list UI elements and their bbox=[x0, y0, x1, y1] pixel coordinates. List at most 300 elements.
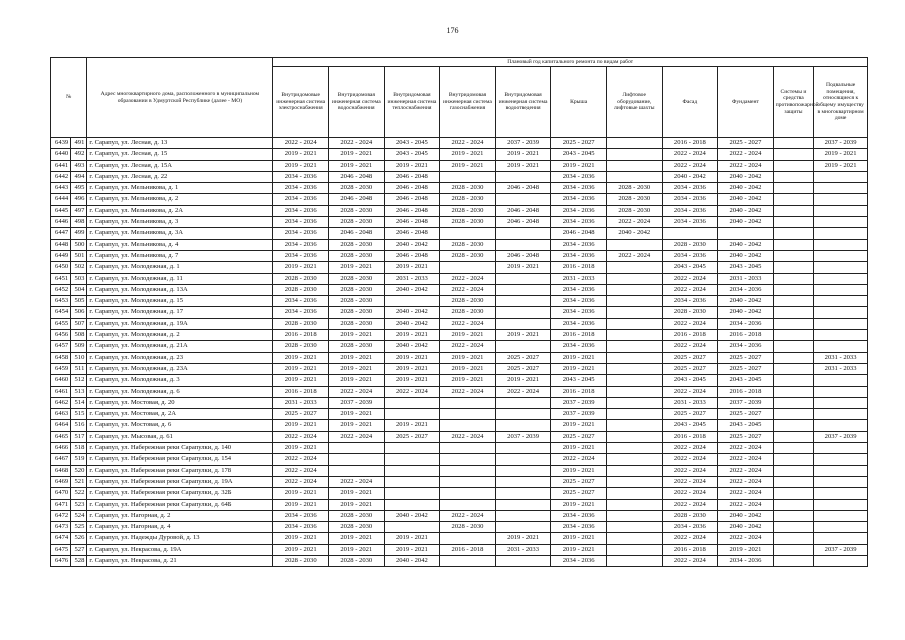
row-year-cell: 2022 - 2024 bbox=[440, 138, 496, 149]
row-year-cell: 2043 - 2045 bbox=[718, 262, 774, 273]
row-year-cell: 2019 - 2021 bbox=[384, 352, 440, 363]
row-year-cell bbox=[773, 273, 813, 284]
row-year-cell: 2028 - 2030 bbox=[329, 307, 385, 318]
row-year-cell: 2040 - 2042 bbox=[718, 183, 774, 194]
row-year-cell bbox=[495, 171, 551, 182]
row-year-cell: 2043 - 2045 bbox=[551, 375, 607, 386]
row-year-cell: 2019 - 2021 bbox=[329, 375, 385, 386]
row-year-cell bbox=[773, 555, 813, 566]
row-year-cell: 2022 - 2024 bbox=[662, 465, 718, 476]
row-year-cell bbox=[606, 262, 662, 273]
row-local-number: 503 bbox=[71, 273, 87, 284]
row-local-number: 492 bbox=[71, 149, 87, 160]
row-year-cell: 2022 - 2024 bbox=[718, 454, 774, 465]
row-year-cell: 2028 - 2030 bbox=[606, 205, 662, 216]
row-year-cell bbox=[606, 149, 662, 160]
row-year-cell bbox=[814, 171, 868, 182]
row-year-cell: 2028 - 2030 bbox=[329, 205, 385, 216]
row-year-cell: 2022 - 2024 bbox=[662, 386, 718, 397]
row-year-cell bbox=[384, 522, 440, 533]
row-year-cell bbox=[773, 250, 813, 261]
table-row bbox=[51, 363, 868, 374]
row-year-cell: 2022 - 2024 bbox=[718, 443, 774, 454]
row-global-number: 6475 bbox=[51, 544, 71, 555]
row-global-number: 6465 bbox=[51, 431, 71, 442]
table-row bbox=[51, 443, 868, 454]
row-year-cell: 2043 - 2045 bbox=[718, 420, 774, 431]
row-year-cell: 2040 - 2042 bbox=[384, 284, 440, 295]
row-year-cell: 2019 - 2021 bbox=[329, 262, 385, 273]
row-year-cell bbox=[662, 228, 718, 239]
row-year-cell bbox=[384, 454, 440, 465]
row-global-number: 6453 bbox=[51, 296, 71, 307]
capital-repair-table bbox=[50, 57, 868, 567]
row-local-number: 514 bbox=[71, 397, 87, 408]
row-local-number: 497 bbox=[71, 205, 87, 216]
row-year-cell bbox=[495, 465, 551, 476]
row-year-cell bbox=[495, 273, 551, 284]
row-year-cell: 2019 - 2021 bbox=[329, 330, 385, 341]
row-year-cell: 2019 - 2021 bbox=[273, 488, 329, 499]
row-year-cell: 2022 - 2024 bbox=[329, 476, 385, 487]
row-local-number: 491 bbox=[71, 138, 87, 149]
row-year-cell: 2022 - 2024 bbox=[662, 499, 718, 510]
row-year-cell: 2031 - 2033 bbox=[273, 397, 329, 408]
row-year-cell: 2037 - 2039 bbox=[329, 397, 385, 408]
table-row bbox=[51, 476, 868, 487]
row-local-number: 502 bbox=[71, 262, 87, 273]
row-year-cell: 2019 - 2021 bbox=[384, 262, 440, 273]
row-year-cell bbox=[495, 307, 551, 318]
row-year-cell bbox=[495, 239, 551, 250]
row-year-cell bbox=[773, 499, 813, 510]
row-year-cell: 2019 - 2021 bbox=[384, 160, 440, 171]
row-global-number: 6460 bbox=[51, 375, 71, 386]
row-year-cell: 2019 - 2021 bbox=[384, 375, 440, 386]
row-year-cell: 2037 - 2039 bbox=[718, 397, 774, 408]
row-year-cell bbox=[606, 420, 662, 431]
row-year-cell bbox=[606, 522, 662, 533]
row-address: г. Сарапул, ул. Мельникова, д. 4 bbox=[87, 239, 273, 250]
row-year-cell: 2040 - 2042 bbox=[718, 171, 774, 182]
row-year-cell: 2016 - 2018 bbox=[551, 386, 607, 397]
row-local-number: 508 bbox=[71, 330, 87, 341]
row-global-number: 6454 bbox=[51, 307, 71, 318]
row-year-cell bbox=[606, 171, 662, 182]
row-year-cell: 2022 - 2024 bbox=[662, 488, 718, 499]
row-address: г. Сарапул, ул. Молодежная, д. 6 bbox=[87, 386, 273, 397]
row-year-cell: 2022 - 2024 bbox=[440, 273, 496, 284]
row-year-cell: 2037 - 2039 bbox=[814, 431, 868, 442]
row-year-cell bbox=[814, 476, 868, 487]
row-year-cell: 2034 - 2036 bbox=[273, 171, 329, 182]
row-global-number: 6466 bbox=[51, 443, 71, 454]
row-year-cell bbox=[440, 262, 496, 273]
row-address: г. Сарапул, ул. Мельникова, д. 1 bbox=[87, 183, 273, 194]
row-local-number: 498 bbox=[71, 217, 87, 228]
row-global-number: 6448 bbox=[51, 239, 71, 250]
row-year-cell bbox=[440, 454, 496, 465]
row-year-cell: 2034 - 2036 bbox=[551, 250, 607, 261]
row-year-cell bbox=[773, 352, 813, 363]
row-address: г. Сарапул, ул. Мостовая, д. 2А bbox=[87, 409, 273, 420]
row-year-cell: 2022 - 2024 bbox=[718, 465, 774, 476]
row-year-cell bbox=[814, 183, 868, 194]
row-year-cell bbox=[773, 533, 813, 544]
row-year-cell: 2016 - 2018 bbox=[551, 262, 607, 273]
row-year-cell: 2022 - 2024 bbox=[273, 465, 329, 476]
row-year-cell: 2025 - 2027 bbox=[662, 363, 718, 374]
row-address: г. Сарапул, ул. Молодежная, д. 19А bbox=[87, 318, 273, 329]
row-year-cell bbox=[440, 171, 496, 182]
table-row bbox=[51, 194, 868, 205]
row-year-cell: 2034 - 2036 bbox=[662, 183, 718, 194]
row-local-number: 513 bbox=[71, 386, 87, 397]
row-year-cell bbox=[814, 205, 868, 216]
row-year-cell: 2019 - 2021 bbox=[384, 330, 440, 341]
row-local-number: 493 bbox=[71, 160, 87, 171]
row-year-cell bbox=[814, 555, 868, 566]
column-header: Внутридомовая инженерная система газоснабжения bbox=[440, 67, 496, 138]
row-year-cell: 2025 - 2027 bbox=[551, 476, 607, 487]
row-year-cell: 2028 - 2030 bbox=[329, 217, 385, 228]
row-year-cell: 2028 - 2030 bbox=[606, 183, 662, 194]
row-year-cell: 2019 - 2021 bbox=[551, 420, 607, 431]
row-year-cell bbox=[495, 443, 551, 454]
row-year-cell: 2034 - 2036 bbox=[273, 205, 329, 216]
table-row bbox=[51, 307, 868, 318]
row-year-cell bbox=[440, 499, 496, 510]
row-year-cell: 2016 - 2018 bbox=[273, 386, 329, 397]
row-year-cell bbox=[606, 341, 662, 352]
row-year-cell bbox=[606, 510, 662, 521]
row-year-cell: 2028 - 2030 bbox=[329, 296, 385, 307]
row-year-cell: 2031 - 2033 bbox=[814, 352, 868, 363]
row-year-cell: 2019 - 2021 bbox=[273, 352, 329, 363]
table-row bbox=[51, 431, 868, 442]
row-global-number: 6462 bbox=[51, 397, 71, 408]
row-year-cell: 2022 - 2024 bbox=[273, 476, 329, 487]
row-year-cell: 2037 - 2039 bbox=[551, 397, 607, 408]
row-year-cell: 2028 - 2030 bbox=[329, 318, 385, 329]
row-address: г. Сарапул, ул. Мельникова, д. 2 bbox=[87, 194, 273, 205]
row-year-cell: 2025 - 2027 bbox=[662, 352, 718, 363]
row-year-cell bbox=[773, 431, 813, 442]
row-year-cell: 2034 - 2036 bbox=[718, 341, 774, 352]
row-year-cell bbox=[606, 476, 662, 487]
row-year-cell bbox=[773, 386, 813, 397]
row-year-cell bbox=[606, 284, 662, 295]
row-year-cell bbox=[773, 194, 813, 205]
row-local-number: 507 bbox=[71, 318, 87, 329]
row-year-cell bbox=[773, 341, 813, 352]
row-year-cell: 2046 - 2048 bbox=[384, 205, 440, 216]
row-year-cell: 2019 - 2021 bbox=[551, 533, 607, 544]
row-local-number: 522 bbox=[71, 488, 87, 499]
row-year-cell: 2046 - 2048 bbox=[551, 228, 607, 239]
column-header: Фасад bbox=[662, 67, 718, 138]
row-year-cell bbox=[329, 454, 385, 465]
row-year-cell bbox=[440, 476, 496, 487]
row-year-cell: 2019 - 2021 bbox=[329, 409, 385, 420]
row-year-cell bbox=[773, 420, 813, 431]
table-row bbox=[51, 375, 868, 386]
row-year-cell: 2022 - 2024 bbox=[662, 149, 718, 160]
row-address: г. Сарапул, ул. Молодежная, д. 23 bbox=[87, 352, 273, 363]
table-row bbox=[51, 284, 868, 295]
row-global-number: 6455 bbox=[51, 318, 71, 329]
row-year-cell: 2040 - 2042 bbox=[718, 217, 774, 228]
row-global-number: 6471 bbox=[51, 499, 71, 510]
row-year-cell: 2019 - 2021 bbox=[273, 363, 329, 374]
row-year-cell: 2031 - 2033 bbox=[718, 273, 774, 284]
row-local-number: 524 bbox=[71, 510, 87, 521]
row-year-cell: 2034 - 2036 bbox=[273, 228, 329, 239]
row-year-cell bbox=[814, 499, 868, 510]
row-year-cell bbox=[606, 296, 662, 307]
row-year-cell bbox=[606, 488, 662, 499]
row-local-number: 506 bbox=[71, 307, 87, 318]
row-address: г. Сарапул, ул. Молодежная, д. 15 bbox=[87, 296, 273, 307]
row-year-cell: 2046 - 2048 bbox=[384, 228, 440, 239]
row-year-cell bbox=[718, 228, 774, 239]
row-year-cell: 2034 - 2036 bbox=[273, 239, 329, 250]
header-number: № bbox=[51, 58, 87, 138]
row-global-number: 6467 bbox=[51, 454, 71, 465]
row-year-cell: 2046 - 2048 bbox=[384, 250, 440, 261]
table-row bbox=[51, 183, 868, 194]
table-row bbox=[51, 138, 868, 149]
row-year-cell bbox=[814, 194, 868, 205]
row-local-number: 527 bbox=[71, 544, 87, 555]
row-year-cell: 2034 - 2036 bbox=[551, 239, 607, 250]
row-year-cell bbox=[495, 488, 551, 499]
table-row bbox=[51, 160, 868, 171]
row-year-cell: 2019 - 2021 bbox=[273, 544, 329, 555]
row-year-cell: 2034 - 2036 bbox=[273, 250, 329, 261]
row-year-cell bbox=[814, 488, 868, 499]
row-year-cell: 2040 - 2042 bbox=[718, 296, 774, 307]
row-address: г. Сарапул, ул. Молодежная, д. 11 bbox=[87, 273, 273, 284]
row-year-cell bbox=[814, 386, 868, 397]
row-year-cell: 2019 - 2021 bbox=[273, 420, 329, 431]
row-year-cell: 2034 - 2036 bbox=[273, 194, 329, 205]
row-year-cell: 2019 - 2021 bbox=[440, 375, 496, 386]
row-year-cell: 2019 - 2021 bbox=[495, 149, 551, 160]
row-address: г. Сарапул, ул. Нагорная, д. 2 bbox=[87, 510, 273, 521]
row-address: г. Сарапул, ул. Мельникова, д. 2А bbox=[87, 205, 273, 216]
row-year-cell: 2043 - 2045 bbox=[662, 262, 718, 273]
row-year-cell: 2025 - 2027 bbox=[718, 363, 774, 374]
row-year-cell: 2034 - 2036 bbox=[551, 296, 607, 307]
row-year-cell: 2019 - 2021 bbox=[273, 533, 329, 544]
row-year-cell bbox=[495, 555, 551, 566]
row-year-cell: 2040 - 2042 bbox=[718, 194, 774, 205]
row-year-cell: 2019 - 2021 bbox=[551, 544, 607, 555]
row-year-cell: 2037 - 2039 bbox=[551, 409, 607, 420]
row-year-cell: 2025 - 2027 bbox=[551, 431, 607, 442]
row-address: г. Сарапул, ул. Мельникова, д. 3А bbox=[87, 228, 273, 239]
table-row bbox=[51, 488, 868, 499]
row-year-cell bbox=[606, 443, 662, 454]
row-year-cell: 2019 - 2021 bbox=[551, 465, 607, 476]
row-year-cell bbox=[606, 307, 662, 318]
row-year-cell bbox=[495, 341, 551, 352]
row-year-cell bbox=[384, 488, 440, 499]
row-year-cell bbox=[814, 397, 868, 408]
row-year-cell: 2040 - 2042 bbox=[384, 510, 440, 521]
row-year-cell: 2016 - 2018 bbox=[662, 330, 718, 341]
row-global-number: 6449 bbox=[51, 250, 71, 261]
row-year-cell: 2022 - 2024 bbox=[440, 386, 496, 397]
row-address: г. Сарапул, ул. Нагорная, д. 4 bbox=[87, 522, 273, 533]
row-year-cell bbox=[773, 296, 813, 307]
row-year-cell bbox=[773, 476, 813, 487]
row-year-cell: 2019 - 2021 bbox=[440, 160, 496, 171]
row-year-cell: 2028 - 2030 bbox=[662, 307, 718, 318]
row-year-cell bbox=[606, 544, 662, 555]
table-row bbox=[51, 386, 868, 397]
row-year-cell bbox=[773, 397, 813, 408]
row-year-cell bbox=[495, 409, 551, 420]
row-year-cell bbox=[814, 273, 868, 284]
row-year-cell bbox=[773, 284, 813, 295]
row-year-cell: 2019 - 2021 bbox=[329, 499, 385, 510]
row-year-cell bbox=[814, 296, 868, 307]
row-year-cell: 2046 - 2048 bbox=[329, 171, 385, 182]
row-local-number: 505 bbox=[71, 296, 87, 307]
row-year-cell: 2019 - 2021 bbox=[273, 375, 329, 386]
row-year-cell bbox=[384, 296, 440, 307]
row-address: г. Сарапул, ул. Молодежная, д. 2 bbox=[87, 330, 273, 341]
column-header: Системы и средства противопожарной защиты bbox=[773, 67, 813, 138]
row-year-cell: 2034 - 2036 bbox=[273, 217, 329, 228]
row-local-number: 511 bbox=[71, 363, 87, 374]
row-year-cell bbox=[495, 420, 551, 431]
row-global-number: 6450 bbox=[51, 262, 71, 273]
row-global-number: 6452 bbox=[51, 284, 71, 295]
row-year-cell: 2028 - 2030 bbox=[329, 250, 385, 261]
row-year-cell: 2046 - 2048 bbox=[495, 217, 551, 228]
row-year-cell bbox=[606, 397, 662, 408]
row-year-cell: 2046 - 2048 bbox=[384, 183, 440, 194]
row-global-number: 6445 bbox=[51, 205, 71, 216]
row-year-cell: 2034 - 2036 bbox=[273, 510, 329, 521]
row-year-cell: 2022 - 2024 bbox=[662, 476, 718, 487]
table-row bbox=[51, 341, 868, 352]
row-year-cell: 2040 - 2042 bbox=[718, 510, 774, 521]
row-year-cell: 2022 - 2024 bbox=[718, 533, 774, 544]
row-year-cell: 2040 - 2042 bbox=[718, 250, 774, 261]
row-year-cell: 2022 - 2024 bbox=[440, 284, 496, 295]
row-address: г. Сарапул, ул. Некрасова, д. 19А bbox=[87, 544, 273, 555]
row-year-cell bbox=[606, 431, 662, 442]
row-year-cell: 2019 - 2021 bbox=[384, 533, 440, 544]
row-year-cell: 2034 - 2036 bbox=[551, 284, 607, 295]
row-year-cell: 2028 - 2030 bbox=[440, 239, 496, 250]
row-year-cell bbox=[495, 510, 551, 521]
column-header: Внутридомовая инженерная система водоотведения bbox=[495, 67, 551, 138]
row-address: г. Сарапул, ул. Мостовая, д. 20 bbox=[87, 397, 273, 408]
row-year-cell: 2019 - 2021 bbox=[273, 499, 329, 510]
row-year-cell: 2028 - 2030 bbox=[606, 194, 662, 205]
row-year-cell: 2028 - 2030 bbox=[440, 194, 496, 205]
row-year-cell: 2043 - 2045 bbox=[718, 375, 774, 386]
row-year-cell: 2019 - 2021 bbox=[384, 420, 440, 431]
row-year-cell: 2034 - 2036 bbox=[273, 183, 329, 194]
row-year-cell: 2046 - 2048 bbox=[495, 183, 551, 194]
row-year-cell: 2022 - 2024 bbox=[662, 273, 718, 284]
row-year-cell: 2019 - 2021 bbox=[384, 544, 440, 555]
row-year-cell bbox=[606, 138, 662, 149]
row-year-cell: 2037 - 2039 bbox=[495, 138, 551, 149]
row-global-number: 6444 bbox=[51, 194, 71, 205]
column-header: Фундамент bbox=[718, 67, 774, 138]
row-year-cell bbox=[606, 273, 662, 284]
row-year-cell: 2016 - 2018 bbox=[718, 386, 774, 397]
row-year-cell bbox=[384, 476, 440, 487]
row-year-cell: 2046 - 2048 bbox=[384, 171, 440, 182]
row-year-cell: 2031 - 2033 bbox=[814, 363, 868, 374]
row-year-cell: 2025 - 2027 bbox=[718, 431, 774, 442]
page-number: 176 bbox=[446, 26, 459, 35]
row-year-cell: 2034 - 2036 bbox=[718, 284, 774, 295]
row-global-number: 6472 bbox=[51, 510, 71, 521]
row-global-number: 6476 bbox=[51, 555, 71, 566]
row-year-cell: 2022 - 2024 bbox=[384, 386, 440, 397]
row-year-cell: 2043 - 2045 bbox=[662, 420, 718, 431]
row-address: г. Сарапул, ул. Набережная реки Сарапулки, д. 140 bbox=[87, 443, 273, 454]
row-year-cell: 2034 - 2036 bbox=[551, 318, 607, 329]
row-year-cell: 2034 - 2036 bbox=[662, 194, 718, 205]
row-year-cell bbox=[495, 522, 551, 533]
row-address: г. Сарапул, ул. Лесная, д. 15 bbox=[87, 149, 273, 160]
row-year-cell: 2043 - 2045 bbox=[662, 375, 718, 386]
row-year-cell bbox=[814, 409, 868, 420]
row-year-cell: 2025 - 2027 bbox=[551, 488, 607, 499]
row-year-cell: 2040 - 2042 bbox=[384, 555, 440, 566]
row-local-number: 528 bbox=[71, 555, 87, 566]
row-year-cell bbox=[814, 375, 868, 386]
row-address: г. Сарапул, ул. Набережная реки Сарапулки, д. 19А bbox=[87, 476, 273, 487]
row-year-cell: 2019 - 2021 bbox=[551, 499, 607, 510]
row-year-cell: 2019 - 2021 bbox=[329, 420, 385, 431]
row-year-cell bbox=[495, 228, 551, 239]
row-global-number: 6457 bbox=[51, 341, 71, 352]
row-global-number: 6456 bbox=[51, 330, 71, 341]
row-year-cell bbox=[773, 262, 813, 273]
table-row bbox=[51, 228, 868, 239]
row-year-cell: 2028 - 2030 bbox=[329, 522, 385, 533]
row-global-number: 6451 bbox=[51, 273, 71, 284]
table-row bbox=[51, 454, 868, 465]
row-address: г. Сарапул, ул. Лесная, д. 13 bbox=[87, 138, 273, 149]
table-row bbox=[51, 409, 868, 420]
column-header: Крыша bbox=[551, 67, 607, 138]
row-year-cell: 2025 - 2027 bbox=[718, 352, 774, 363]
row-year-cell bbox=[773, 544, 813, 555]
column-header: Внутридомовая инженерная система водоснабжения bbox=[329, 67, 385, 138]
row-year-cell bbox=[814, 510, 868, 521]
row-global-number: 6447 bbox=[51, 228, 71, 239]
row-year-cell bbox=[495, 284, 551, 295]
row-address: г. Сарапул, ул. Набережная реки Сарапулки, д. 154 bbox=[87, 454, 273, 465]
row-year-cell bbox=[440, 488, 496, 499]
row-year-cell: 2037 - 2039 bbox=[814, 138, 868, 149]
row-year-cell bbox=[440, 420, 496, 431]
row-year-cell: 2034 - 2036 bbox=[551, 194, 607, 205]
row-address: г. Сарапул, ул. Молодежная, д. 17 bbox=[87, 307, 273, 318]
